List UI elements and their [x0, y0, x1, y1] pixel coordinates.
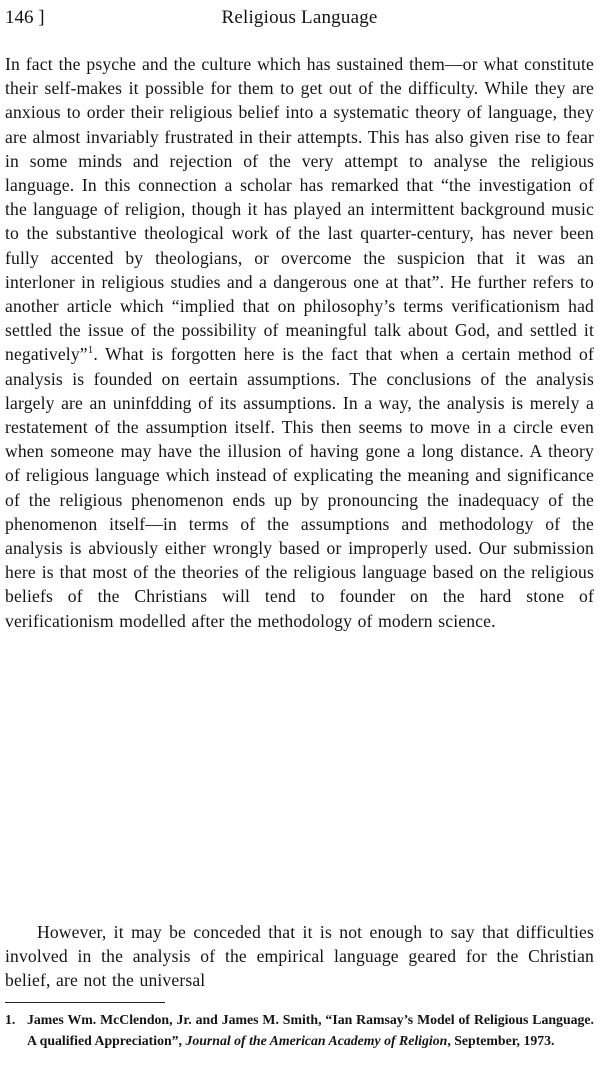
footnote-body — [27, 1010, 594, 1051]
page-header — [5, 4, 594, 32]
paragraph-1-continuation: . What is forgotten here is the fact that when a certain method of analysis is founded on eertain assumptions. The conclusions of the analysis largely are an uninfdding of its assumptions. In a way, the analysis is merely a restatement of the assumption itself. This then seems to move in a circle even when someone may have the illusion of having gone a long distance. A theory of religious language which instead of explicating the meaning and significance of the religious phenomenon ends up by pronouncing the inadequacy of the phenomenon itself—in terms of the assumptions and methodology of the analysis is abviously either wrongly based or improperly used. Our submission here is that most of the theories of the religious language based on the religious beliefs of the Christians will tend to founder on the hard stone of verificationism modelled after the methodology of modern science. — [5, 344, 594, 631]
footnote-text: James Wm. McClendon, Jr. and James M. Smith, “Ian Ramsay’s Model of Religious Language. A qualified Appreciation”, — [27, 1012, 594, 1048]
page-number: 146 ] — [5, 7, 45, 28]
footnote-divider — [5, 1002, 165, 1003]
paragraph-1-text: In fact the psyche and the culture which has sustained them—or what constitute their self-makes it possible for them to get out of the difficulty. While they are anxious to order their religious belief into a systematic theory of language, they are almost invariably frustrated in their attempts. This has also given rise to fear in some minds and rejection of the very attempt to analyse the religious language. In this connection a scholar has remarked that “the investigation of the language of religion, though it has played an intermittent background music to the substantive theological work of the last quarter-century, has never been fully accented by theologians, or overcome the suspicion that it was an interloner in religious studies and a dangerous one at that”. He further refers to another article which “implied that on philosophy’s terms verificationism had settled the issue of the possibility of meaningful talk about God, and settled it negatively” — [5, 54, 594, 365]
main-paragraph — [5, 52, 594, 633]
footnote-journal-title: Journal of the American Academy of Religion — [185, 1032, 448, 1048]
footnote-number: 1. — [5, 1012, 16, 1027]
paragraph-1 — [5, 52, 594, 633]
footnote — [5, 1010, 594, 1051]
paragraph-2: However, it may be conceded that it is not enough to say that difficulties involved in the analysis of the empirical language geared for the Christian belief, are not the universal — [5, 922, 594, 991]
footnote-date: , September, 1973. — [447, 1032, 555, 1048]
footnote-reference: 1 — [87, 344, 94, 357]
running-head: Religious Language — [221, 7, 378, 28]
